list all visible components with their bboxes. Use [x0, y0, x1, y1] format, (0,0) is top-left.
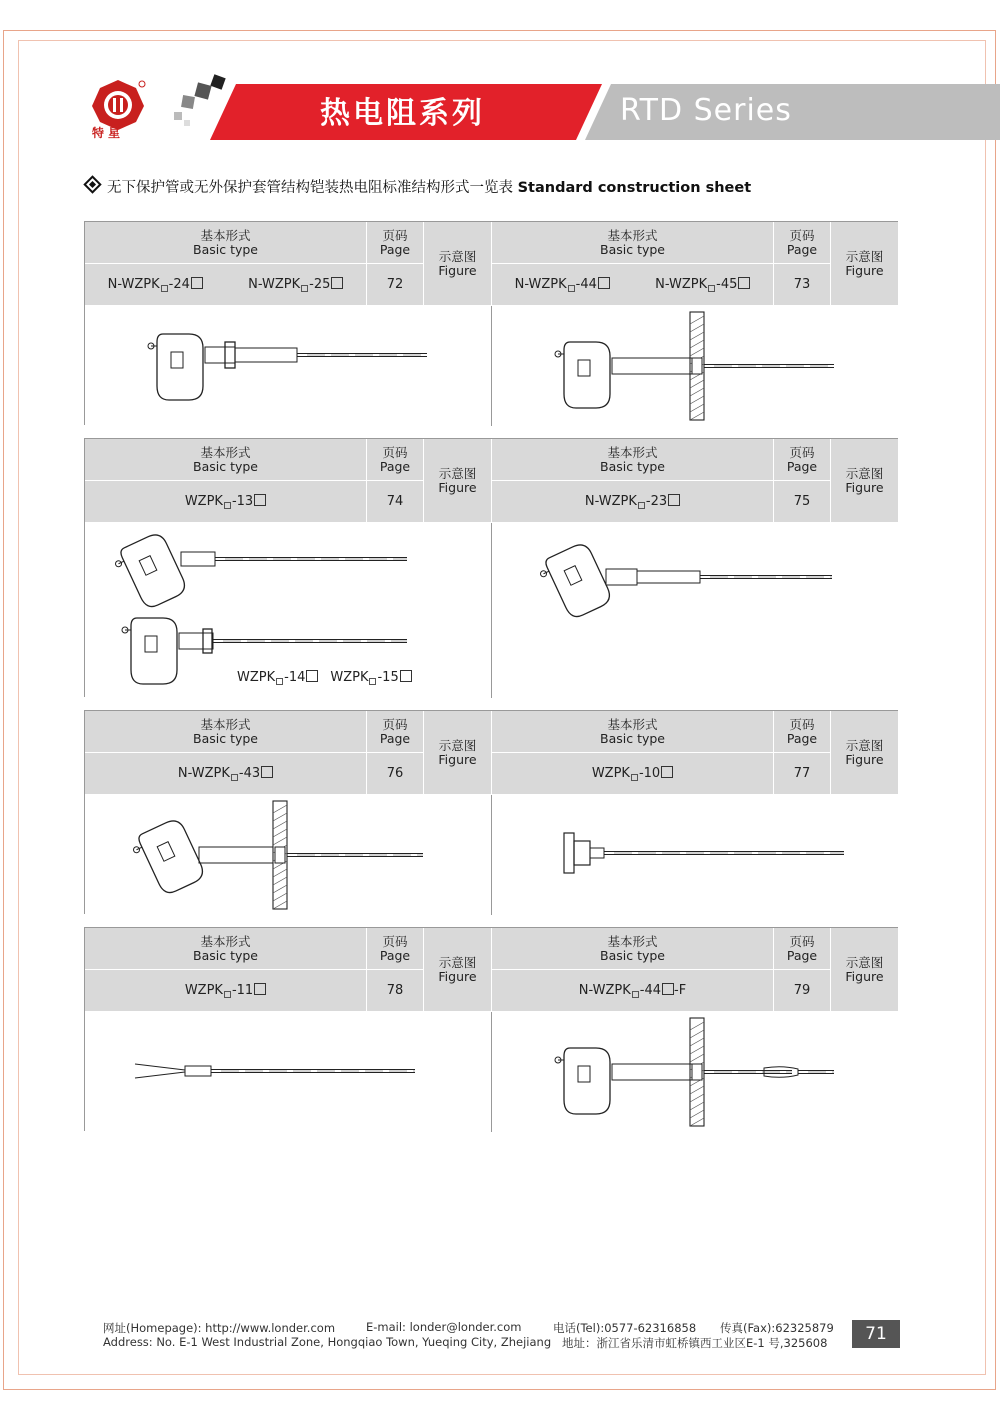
table-divider: [491, 795, 492, 915]
model-prefix: WZPK: [184, 983, 223, 998]
page-title-cn: 热电阻系列: [320, 96, 485, 131]
placeholder-small-box-icon: [369, 678, 376, 685]
model-suffix: -23: [645, 494, 668, 509]
model-prefix: N-WZPK: [514, 277, 567, 292]
placeholder-box-icon: [661, 766, 673, 778]
model-suffix: -11: [231, 983, 254, 998]
model-cell: [492, 481, 774, 523]
placeholder-box-icon: [306, 670, 318, 682]
basic-type-label-cn: 基本形式: [200, 444, 251, 460]
page-label-en: Page: [786, 458, 818, 474]
table-half-right: [492, 928, 899, 1132]
model-code: [585, 494, 680, 509]
page-header: [774, 928, 831, 970]
model-suffix: -15: [377, 670, 399, 685]
page-number-value: 76: [386, 765, 404, 781]
figure-header: [424, 222, 492, 306]
figure-caption: [237, 670, 412, 685]
page-label-cn: 页码: [789, 716, 815, 732]
page-label-cn: 页码: [789, 227, 815, 243]
figure-drawing-area: [492, 1012, 899, 1132]
basic-type-header: [492, 222, 774, 264]
table-divider: [491, 523, 492, 698]
page-number-value: 79: [793, 982, 811, 998]
basic-type-label-en: Basic type: [193, 458, 258, 474]
section-title-cn: 无下保护管或无外保护套管结构铠装热电阻标准结构形式一览表: [107, 180, 513, 196]
page-number-cell[interactable]: [367, 753, 424, 795]
table-divider: [491, 1012, 492, 1132]
figure-label-cn: 示意图: [845, 465, 884, 481]
construction-table: [84, 221, 898, 425]
placeholder-small-box-icon: [708, 285, 715, 292]
basic-type-label-en: Basic type: [600, 730, 665, 746]
construction-table: [84, 438, 898, 697]
figure-label-cn: 示意图: [438, 737, 477, 753]
model-prefix: WZPK: [184, 494, 223, 509]
figure-label-en: Figure: [845, 262, 884, 278]
section-title: [86, 176, 751, 197]
placeholder-small-box-icon: [224, 502, 231, 509]
figure-label-en: Figure: [438, 751, 477, 767]
placeholder-box-icon: [261, 766, 273, 778]
page-label-en: Page: [379, 458, 411, 474]
page-label-cn: 页码: [789, 933, 815, 949]
model-prefix: WZPK: [237, 670, 276, 685]
model-suffix: -45: [716, 277, 738, 292]
figure-header: [424, 711, 492, 795]
page-label-en: Page: [379, 947, 411, 963]
page-label-en: Page: [786, 947, 818, 963]
model-code: [185, 983, 266, 998]
page-header: [367, 439, 424, 481]
figure-drawing-area: [85, 1012, 492, 1132]
page-label-cn: 页码: [382, 227, 408, 243]
basic-type-label-en: Basic type: [193, 947, 258, 963]
figure-drawing-area: [85, 306, 492, 426]
page-label-cn: 页码: [789, 444, 815, 460]
page-number-cell[interactable]: [774, 264, 831, 306]
basic-type-header: [492, 711, 774, 753]
placeholder-small-box-icon: [638, 502, 645, 509]
figure-drawing-area: [85, 523, 492, 698]
model-prefix: N-WZPK: [578, 983, 631, 998]
page-number-value: 74: [386, 493, 404, 509]
basic-type-label-cn: 基本形式: [607, 933, 658, 949]
footer-tel: 电话(Tel):0577-62316858: [553, 1321, 697, 1335]
rtd-construction-drawing: [492, 1012, 899, 1132]
table-half-left: [85, 928, 492, 1132]
basic-type-label-cn: 基本形式: [607, 716, 658, 732]
figure-label-cn: 示意图: [438, 248, 477, 264]
figure-label-cn: 示意图: [438, 954, 477, 970]
model-suffix: -10: [638, 766, 661, 781]
model-cell: [85, 481, 367, 523]
model-prefix: N-WZPK: [655, 277, 708, 292]
figure-drawing-area: [492, 795, 899, 915]
page-header: [367, 711, 424, 753]
placeholder-small-box-icon: [568, 285, 575, 292]
rtd-construction-drawing: [492, 795, 899, 915]
figure-header: [424, 928, 492, 1012]
page-label-en: Page: [786, 241, 818, 257]
model-code: [108, 277, 203, 292]
basic-type-label-cn: 基本形式: [200, 227, 251, 243]
basic-type-label-en: Basic type: [193, 241, 258, 257]
basic-type-header: [85, 222, 367, 264]
model-suffix: -25: [309, 277, 331, 292]
footer-email: E-mail: londer@londer.com: [366, 1320, 522, 1334]
page-header: [774, 222, 831, 264]
placeholder-small-box-icon: [301, 285, 308, 292]
page-header: [774, 439, 831, 481]
page-number-value: 77: [793, 765, 811, 781]
figure-header: [831, 928, 899, 1012]
placeholder-box-icon: [191, 277, 203, 289]
placeholder-box-icon: [400, 670, 412, 682]
logo-text: 特星: [92, 126, 125, 140]
table-half-right: [492, 439, 899, 698]
rtd-construction-drawing: [492, 523, 899, 698]
footer-homepage: 网址(Homepage): http://www.londer.com: [103, 1321, 336, 1335]
construction-table: [84, 710, 898, 914]
page-number-value: 72: [386, 276, 404, 292]
model-suffix: -13: [231, 494, 254, 509]
footer-address-en: Address: No. E-1 West Industrial Zone, Hongqiao Town, Yueqing City, Zhejiang: [103, 1335, 552, 1349]
figure-label-cn: 示意图: [845, 954, 884, 970]
footer-fax: 传真(Fax):62325879: [720, 1321, 834, 1335]
figure-label-cn: 示意图: [438, 465, 477, 481]
placeholder-box-icon: [331, 277, 343, 289]
basic-type-header: [492, 439, 774, 481]
page-number-value: 78: [386, 982, 404, 998]
page-number-cell[interactable]: [774, 970, 831, 1012]
table-divider: [491, 306, 492, 426]
figure-header: [831, 439, 899, 523]
page-number-cell[interactable]: [367, 264, 424, 306]
model-cell: [85, 970, 367, 1012]
page-number-cell[interactable]: [367, 970, 424, 1012]
placeholder-small-box-icon: [224, 991, 231, 998]
construction-table: [84, 927, 898, 1131]
model-tail: -F: [674, 983, 687, 998]
model-code: [178, 766, 273, 781]
placeholder-box-icon: [738, 277, 750, 289]
placeholder-small-box-icon: [276, 678, 283, 685]
model-code: [579, 983, 686, 998]
model-code: [248, 277, 343, 292]
model-code: [515, 277, 610, 292]
model-code: [655, 277, 750, 292]
figure-drawing-area: [492, 523, 899, 698]
figure-label-en: Figure: [845, 968, 884, 984]
page-label-en: Page: [379, 241, 411, 257]
page-number-cell[interactable]: [774, 753, 831, 795]
model-suffix: -24: [168, 277, 190, 292]
model-suffix: -44: [575, 277, 597, 292]
placeholder-small-box-icon: [161, 285, 168, 292]
figure-label-cn: 示意图: [845, 737, 884, 753]
basic-type-header: [85, 439, 367, 481]
figure-header: [424, 439, 492, 523]
rtd-construction-drawing: [85, 306, 492, 426]
model-prefix: WZPK: [330, 670, 369, 685]
page-label-cn: 页码: [382, 933, 408, 949]
basic-type-label-en: Basic type: [193, 730, 258, 746]
page-number-value: 73: [793, 276, 811, 292]
model-suffix: -14: [284, 670, 306, 685]
figure-label-en: Figure: [438, 262, 477, 278]
page-label-en: Page: [379, 730, 411, 746]
placeholder-small-box-icon: [631, 774, 638, 781]
page-label-en: Page: [786, 730, 818, 746]
page-number-value: 75: [793, 493, 811, 509]
placeholder-box-icon: [598, 277, 610, 289]
table-half-left: [85, 711, 492, 915]
model-code: [185, 494, 266, 509]
basic-type-header: [492, 928, 774, 970]
page-number-cell[interactable]: [367, 481, 424, 523]
page-title-en: RTD Series: [620, 93, 792, 128]
figure-header: [831, 711, 899, 795]
placeholder-box-icon: [254, 494, 266, 506]
model-cell: [492, 753, 774, 795]
basic-type-label-en: Basic type: [600, 947, 665, 963]
model-cell: [85, 753, 367, 795]
page-number: 71: [852, 1320, 900, 1348]
page-header: [367, 222, 424, 264]
figure-label-cn: 示意图: [845, 248, 884, 264]
table-half-left: [85, 439, 492, 698]
basic-type-label-en: Basic type: [600, 458, 665, 474]
section-title-en: Standard construction sheet: [517, 180, 752, 196]
figure-label-en: Figure: [845, 479, 884, 495]
basic-type-header: [85, 711, 367, 753]
rtd-construction-drawing: [492, 306, 899, 426]
diamond-bullet-icon: [83, 175, 101, 193]
model-cell: [85, 264, 367, 306]
model-prefix: N-WZPK: [584, 494, 637, 509]
model-prefix: N-WZPK: [177, 766, 230, 781]
basic-type-label-en: Basic type: [600, 241, 665, 257]
basic-type-label-cn: 基本形式: [200, 716, 251, 732]
model-suffix: -43: [238, 766, 261, 781]
page-label-cn: 页码: [382, 444, 408, 460]
table-half-left: [85, 222, 492, 426]
basic-type-label-cn: 基本形式: [200, 933, 251, 949]
figure-drawing-area: [492, 306, 899, 426]
page-header: [367, 928, 424, 970]
placeholder-small-box-icon: [632, 991, 639, 998]
basic-type-label-cn: 基本形式: [607, 227, 658, 243]
basic-type-header: [85, 928, 367, 970]
model-prefix: N-WZPK: [107, 277, 160, 292]
rtd-construction-drawing: [85, 795, 492, 915]
table-half-right: [492, 222, 899, 426]
figure-header: [831, 222, 899, 306]
model-cell: [492, 264, 774, 306]
table-half-right: [492, 711, 899, 915]
placeholder-box-icon: [254, 983, 266, 995]
model-prefix: N-WZPK: [248, 277, 301, 292]
model-code: [330, 670, 411, 685]
placeholder-small-box-icon: [231, 774, 238, 781]
page-label-cn: 页码: [382, 716, 408, 732]
placeholder-box-icon: [668, 494, 680, 506]
figure-label-en: Figure: [438, 479, 477, 495]
model-suffix: -44: [639, 983, 662, 998]
model-cell: [492, 970, 774, 1012]
rtd-construction-drawing: [85, 1012, 492, 1132]
figure-drawing-area: [85, 795, 492, 915]
model-prefix: WZPK: [591, 766, 630, 781]
model-code: [592, 766, 673, 781]
figure-label-en: Figure: [438, 968, 477, 984]
page-number-cell[interactable]: [774, 481, 831, 523]
figure-label-en: Figure: [845, 751, 884, 767]
placeholder-box-icon: [662, 983, 674, 995]
page-header: [774, 711, 831, 753]
basic-type-label-cn: 基本形式: [607, 444, 658, 460]
model-code: [237, 670, 318, 685]
footer-address-cn: 地址：浙江省乐清市虹桥镇西工业区E-1 号,325608: [562, 1336, 828, 1350]
